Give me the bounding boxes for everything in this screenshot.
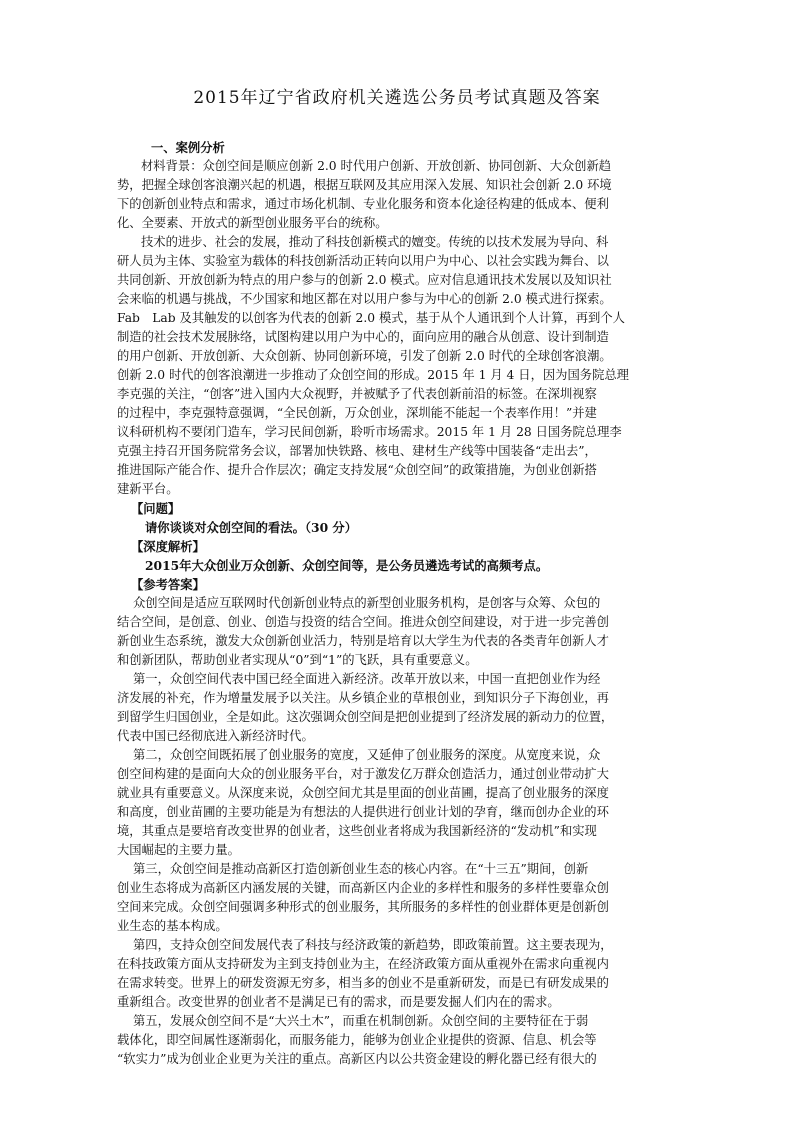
material-paragraph-line: 材料背景：众创空间是顺应创新 2.0 时代用户创新、开放创新、协同创新、大众创新趋: [141, 159, 612, 173]
material-paragraph-line: 推进国际产能合作、提升合作层次；确定支持发展“众创空间”的政策措施，为创业创新搭: [117, 463, 597, 477]
analysis-label: 【深度解析】: [131, 539, 205, 554]
material-paragraph-line: 制造的社会技术发展脉络，试图构建以用户为中心的，面向应用的融合从创意、设计到制造: [117, 330, 609, 344]
answer-paragraph-line: 载体化，即空间属性逐渐弱化，而服务能力，能够为创业企业提供的资源、信息、机会等: [117, 1033, 597, 1047]
answer-paragraph-line: 在科技政策方面从支持研发为主到支持创业为主，在经济政策方面从重视外在需求向重视内: [117, 957, 609, 971]
answer-paragraph-line: 大国崛起的主要力量。: [117, 843, 240, 857]
answer-paragraph-line: 济发展的补充，作为增量发展予以关注。从乡镇企业的草根创业，到知识分子下海创业，再: [117, 691, 609, 705]
document-title: 2015年辽宁省政府机关遴选公务员考试真题及答案: [193, 88, 601, 108]
answer-paragraph-line: 新创业生态系统，激发大众创新创业活力，特别是培育以大学生为代表的各类青年创新人才: [117, 634, 609, 648]
material-paragraph-line: 的用户创新、开放创新、大众创新、协同创新环境，引发了创新 2.0 时代的全球创客浪潮。: [117, 349, 612, 363]
answer-paragraph-line: 就业具有重要意义。从深度来说，众创空间尤其是里面的创业苗圃，提高了创业服务的深度: [117, 786, 609, 800]
answer-paragraph-line: 结合空间，是创意、创业、创造与投资的结合空间。推进众创空间建设，对于进一步完善创: [117, 615, 609, 629]
question-label: 【问题】: [131, 501, 181, 516]
answer-paragraph-line: 第三，众创空间是推动高新区打造创新创业生态的核心内容。在“十三五”期间，创新: [133, 862, 589, 876]
material-paragraph-line: 化、全要素、开放式的新型创业服务平台的统称。: [117, 216, 388, 230]
answer-paragraph-line: 众创空间是适应互联网时代创新创业特点的新型创业服务机构，是创客与众筹、众包的: [133, 596, 601, 610]
material-paragraph-line: 创新 2.0 时代的创客浪潮进一步推动了众创空间的形成。2015 年 1 月 4 日，因为国务院总理: [117, 368, 629, 382]
question-text: 请你谈谈对众创空间的看法。（30 分）: [145, 520, 357, 535]
answer-paragraph-line: 到留学生归国创业，全是如此。这次强调众创空间是把创业提到了经济发展的新动力的位置，: [117, 710, 613, 724]
material-paragraph-line: 势，把握全球创客浪潮兴起的机遇，根据互联网及其应用深入发展、知识社会创新 2.0 环境: [117, 178, 612, 192]
answer-paragraph-line: 空间来完成。众创空间强调多种形式的创业服务，其所服务的多样性的创业群体更是创新创: [117, 900, 609, 914]
answer-paragraph-line: 重新组合。改变世界的创业者不是满足已有的需求，而是要发掘人们内在的需求。: [117, 995, 560, 1009]
answer-paragraph-line: 在需求转变。世界上的研发资源无穷多，相当多的创业不是重新研发，而是已有研发成果的: [117, 976, 609, 990]
answer-paragraph-line: 和创新团队，帮助创业者实现从“0”到“1”的飞跃，具有重要意义。: [117, 653, 478, 667]
material-paragraph-line: 下的创新创业特点和需求，通过市场化机制、专业化服务和资本化途径构建的低成本、便利: [117, 197, 609, 211]
analysis-text: 2015年大众创业万众创新、众创空间等，是公务员遴选考试的高频考点。: [145, 558, 549, 573]
material-paragraph-line: 议科研机构不要闭门造车，学习民间创新，聆听市场需求。2015 年 1 月 28 日国务院总理李: [117, 425, 622, 439]
answer-paragraph-line: 业生态的基本构成。: [117, 919, 228, 933]
answer-paragraph-line: “软实力”成为创业企业更为关注的重点。高新区内以公共资金建设的孵化器已经有很大的: [117, 1052, 597, 1066]
material-paragraph-line: 的过程中，李克强特意强调，“全民创新，万众创业，深圳能不能起一个表率作用！”并建: [117, 406, 597, 420]
document-body: [117, 138, 683, 1069]
material-paragraph-line: 研人员为主体、实验室为载体的科技创新活动正转向以用户为中心、以社会实践为舞台、以: [117, 254, 609, 268]
section-heading: 一、案例分析: [151, 140, 225, 155]
answer-paragraph-line: 创空间构建的是面向大众的创业服务平台，对于激发亿万群众创造活力，通过创业带动扩大: [117, 767, 609, 781]
material-paragraph-line: Fab Lab 及其触发的以创客为代表的创新 2.0 模式，基于从个人通讯到个人计算，再到个人: [117, 311, 625, 325]
answer-paragraph-line: 第五，发展众创空间不是“大兴土木”，而重在机制创新。众创空间的主要特征在于弱: [133, 1014, 589, 1028]
material-paragraph-line: 共同创新、开放创新为特点的用户参与的创新 2.0 模式。应对信息通讯技术发展以及知识社: [117, 273, 612, 287]
answer-paragraph-line: 创业生态将成为高新区内涵发展的关键，而高新区内企业的多样性和服务的多样性要靠众创: [117, 881, 609, 895]
material-paragraph-line: 建新平台。: [117, 482, 179, 496]
answer-paragraph-line: 境，其重点是要培育改变世界的创业者，这些创业者将成为我国新经济的“发动机”和实现: [117, 824, 597, 838]
material-paragraph-line: 会来临的机遇与挑战，不少国家和地区都在对以用户参与为中心的创新 2.0 模式进行探索。: [117, 292, 612, 306]
answer-paragraph-line: 代表中国已经彻底进入新经济时代。: [117, 729, 314, 743]
material-paragraph-line: 克强主持召开国务院常务会议，部署加快铁路、核电、建材生产线等中国装备“走出去”，: [117, 444, 597, 458]
answer-paragraph-line: 和高度，创业苗圃的主要功能是为有想法的人提供进行创业计划的孕育，继而创办企业的环: [117, 805, 609, 819]
material-paragraph-line: 技术的进步、社会的发展，推动了科技创新模式的嬗变。传统的以技术发展为导向、科: [141, 235, 609, 249]
answer-paragraph-line: 第一，众创空间代表中国已经全面进入新经济。改革开放以来，中国一直把创业作为经: [133, 672, 601, 686]
answer-paragraph-line: 第四，支持众创空间发展代表了科技与经济政策的新趋势，即政策前置。这主要表现为，: [133, 938, 613, 952]
answer-label: 【参考答案】: [131, 577, 205, 592]
material-paragraph-line: 李克强的关注，“创客”进入国内大众视野，并被赋予了代表创新前沿的标签。在深圳视察: [117, 387, 597, 401]
answer-paragraph-line: 第二，众创空间既拓展了创业服务的宽度，又延伸了创业服务的深度。从宽度来说，众: [133, 748, 601, 762]
